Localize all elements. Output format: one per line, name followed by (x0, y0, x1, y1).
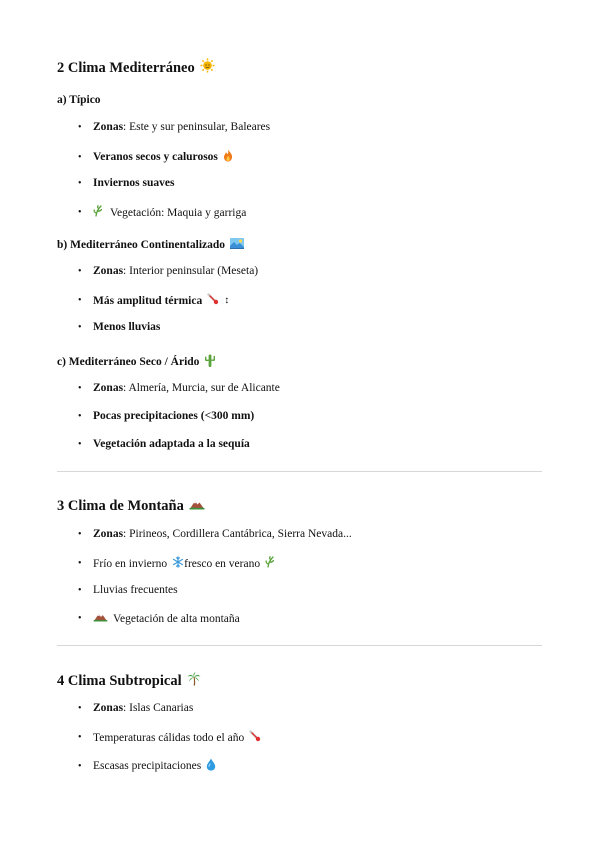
list-item (78, 321, 160, 333)
list-item (78, 438, 250, 450)
bullet: • (78, 732, 82, 743)
list-item (78, 702, 193, 714)
thermometer-icon (207, 293, 219, 308)
bullet: • (78, 151, 82, 163)
list-item (78, 121, 270, 133)
landscape-icon (230, 238, 244, 252)
item-label: Zonas (93, 382, 124, 394)
item-text-2: fresco en verano (184, 557, 261, 570)
list-item (78, 730, 261, 745)
item-text: Vegetación de alta montaña (113, 612, 240, 625)
item-text: Escasas precipitaciones (93, 760, 202, 772)
list-item (78, 528, 352, 540)
list-item (78, 584, 178, 596)
thermometer-icon (249, 730, 261, 745)
item-text: : Pirineos, Cordillera Cantábrica, Sierra Nevada... (123, 528, 352, 540)
item-bold-text: Menos lluvias (93, 321, 161, 333)
bullet: • (78, 410, 82, 422)
mountain-icon (189, 498, 205, 515)
item-bold-text: Veranos secos y calurosos (93, 151, 218, 163)
item-bold-text: Pocas precipitaciones (<300 mm) (93, 410, 255, 422)
bullet: • (78, 177, 82, 189)
herb-icon (265, 556, 277, 571)
bullet: • (78, 528, 82, 540)
subsection-heading-text: c) Mediterráneo Seco / Árido (57, 356, 200, 368)
list-item (78, 177, 174, 189)
bullet: • (78, 295, 82, 306)
bullet: • (78, 702, 82, 714)
section-title-subtropical (57, 672, 201, 691)
list-item (78, 293, 229, 308)
item-label: Zonas (93, 121, 124, 133)
item-text: Lluvias frecuentes (93, 584, 178, 596)
item-text: : Este y sur peninsular, Baleares (123, 121, 271, 133)
section-title-text: 3 Clima de Montaña (57, 498, 184, 514)
list-item (78, 758, 216, 774)
item-label: Zonas (93, 265, 124, 277)
list-item (78, 612, 240, 625)
section-title-mediterraneo (57, 58, 215, 78)
bullet: • (78, 760, 82, 772)
item-label: Zonas (93, 528, 124, 540)
list-item (78, 410, 254, 422)
item-text: Temperaturas cálidas todo el año (93, 731, 245, 744)
list-item (78, 265, 258, 277)
bullet: • (78, 584, 82, 596)
herb-icon (93, 205, 105, 220)
list-item (78, 556, 277, 571)
subsection-heading-tipico: a) Típico (57, 94, 101, 106)
item-text: : Almería, Murcia, sur de Alicante (123, 382, 280, 394)
range-arrows-icon: ↕ (224, 295, 230, 306)
section-divider (57, 645, 542, 646)
subsection-heading-text: b) Mediterráneo Continentalizado (57, 239, 226, 251)
item-text: : Interior peninsular (Meseta) (123, 265, 259, 277)
bullet: • (78, 613, 82, 624)
palm-tree-icon (187, 672, 201, 691)
item-bold-text: Vegetación adaptada a la sequía (93, 438, 250, 450)
section-title-text: 4 Clima Subtropical (57, 673, 182, 689)
item-bold-text: Inviernos suaves (93, 177, 175, 189)
bullet: • (78, 121, 82, 133)
cactus-icon (204, 354, 216, 370)
bullet: • (78, 438, 82, 450)
subsection-heading-seco-arido (57, 354, 216, 370)
section-title-text: 2 Clima Mediterráneo (57, 59, 195, 76)
sun-face-icon (200, 58, 215, 78)
mountain-icon (93, 612, 108, 625)
bullet: • (78, 382, 82, 394)
fire-icon (223, 149, 233, 165)
item-text: Vegetación: Maquia y garriga (110, 206, 247, 219)
section-title-montana (57, 498, 205, 515)
item-text: Frío en invierno (93, 557, 168, 570)
item-bold-text: Más amplitud térmica (93, 294, 203, 307)
item-text: : Islas Canarias (123, 702, 194, 714)
droplet-icon (206, 758, 216, 774)
snowflake-icon (172, 556, 184, 571)
bullet: • (78, 265, 82, 277)
bullet: • (78, 558, 82, 569)
bullet: • (78, 207, 82, 218)
list-item (78, 382, 280, 394)
subsection-heading-continentalizado (57, 238, 244, 252)
list-item (78, 205, 246, 220)
list-item (78, 149, 233, 165)
bullet: • (78, 321, 82, 333)
item-label: Zonas (93, 702, 124, 714)
section-divider (57, 471, 542, 472)
